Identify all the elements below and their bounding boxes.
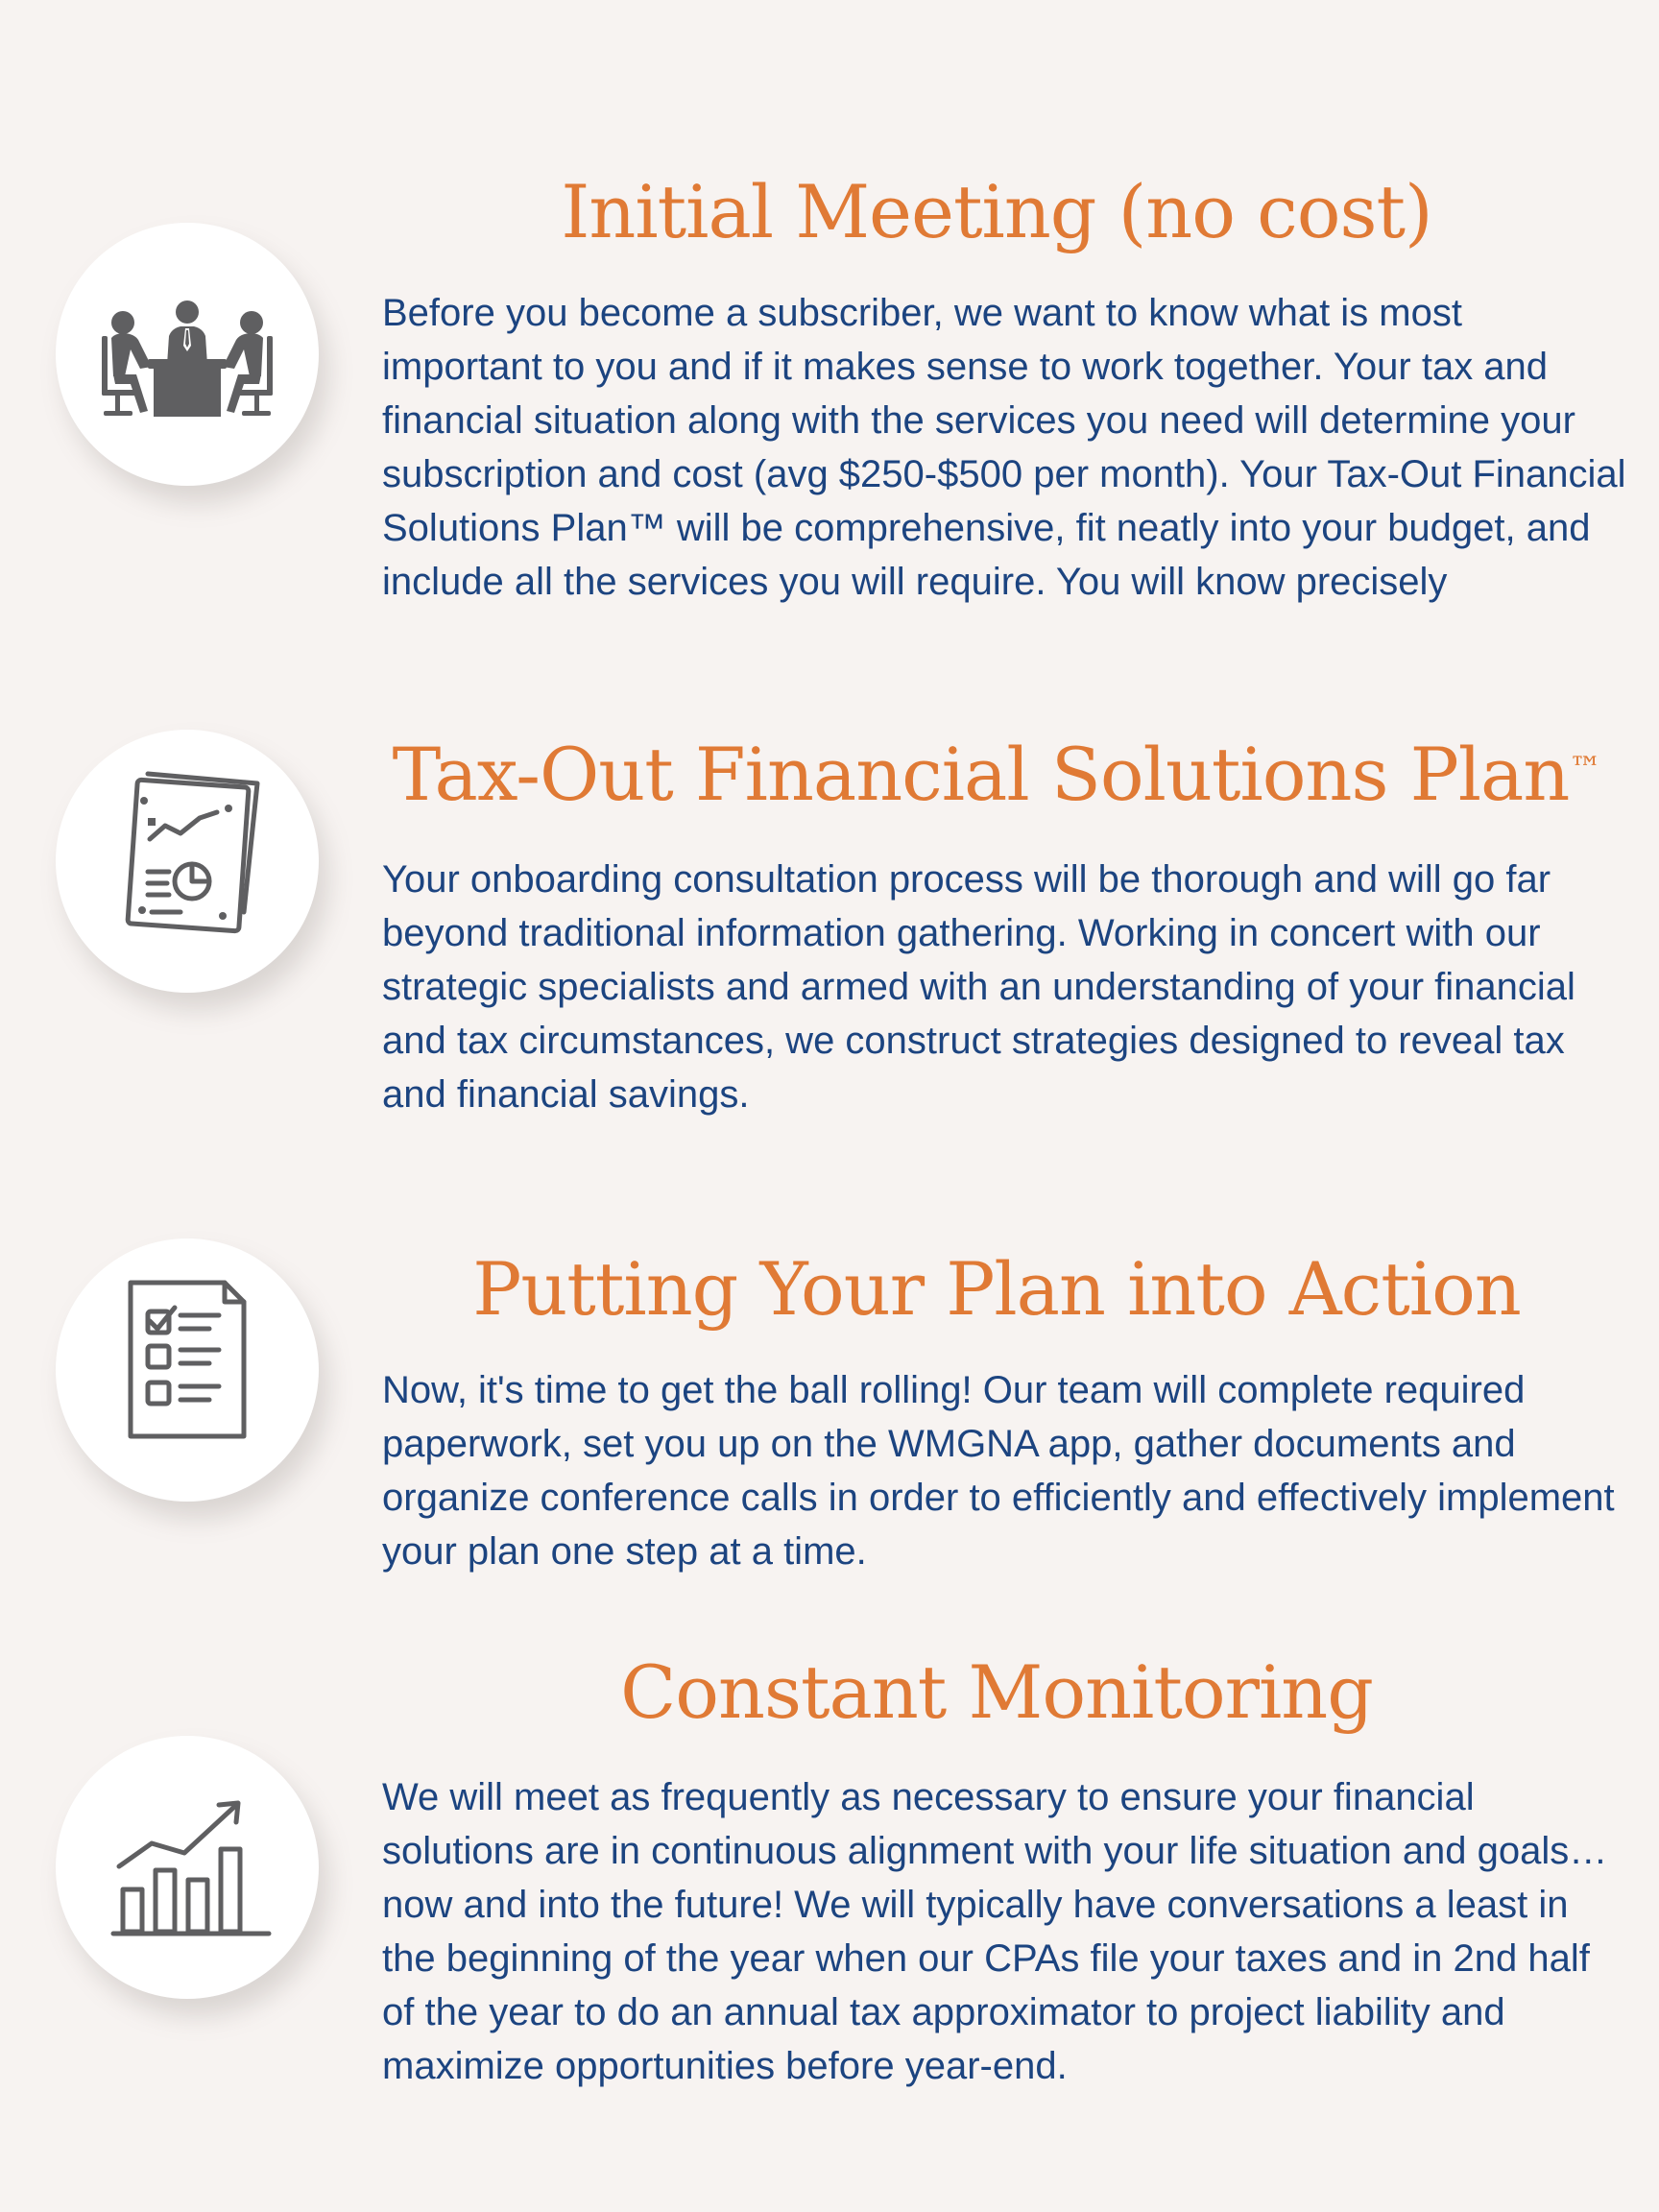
section-title: Putting Your Plan into Action: [472, 1246, 1521, 1332]
icon-circle: [56, 1736, 319, 1999]
section-title-text: Tax-Out Financial Solutions Plan: [392, 732, 1570, 817]
icon-circle: [56, 223, 319, 486]
checklist-icon: [56, 1238, 319, 1502]
business-meeting-icon: [56, 223, 319, 486]
section-title: Constant Monitoring: [620, 1649, 1373, 1735]
icon-circle: [56, 1238, 319, 1502]
section-body: We will meet as frequently as necessary to ensure your financial solutions are in continuous alignment with your life situation and goals…now and into the future! We will typically have conversations a least in the beginning of the year when our CPAs file your taxes and in 2nd half of the year to do an annual tax approximator to project liability and maximize opportunities before year-end.: [382, 1776, 1608, 2087]
financial-report-icon: [56, 730, 319, 993]
section-title: Initial Meeting (no cost): [561, 169, 1432, 254]
icon-circle: [56, 730, 319, 993]
trademark-mark: ™: [1569, 750, 1601, 788]
section-body: Before you become a subscriber, we want to know what is most important to you and if it makes sense to work together. Your tax and financial situation along with the services you need will determine your subscription and cost (avg $250-$500 per month). Your Tax-Out Financial Solutions Plan™ will be comprehensive, fit neatly into your budget, and include all the services you will require. You will know precisely: [382, 292, 1626, 603]
section-title: [365, 732, 1628, 818]
section-body: Now, it's time to get the ball rolling! Our team will complete required paperwork, set you up on the WMGNA app, gather documents and organize conference calls in order to efficiently and effectively implement your plan one step at a time.: [382, 1369, 1615, 1573]
growth-chart-icon: [56, 1736, 319, 1999]
section-body: Your onboarding consultation process will be thorough and will go far beyond traditional information gathering. Working in concert with our strategic specialists and armed with an understanding of your financial and tax circumstances, we construct strategies designed to reveal tax and financial savings.: [382, 858, 1575, 1116]
